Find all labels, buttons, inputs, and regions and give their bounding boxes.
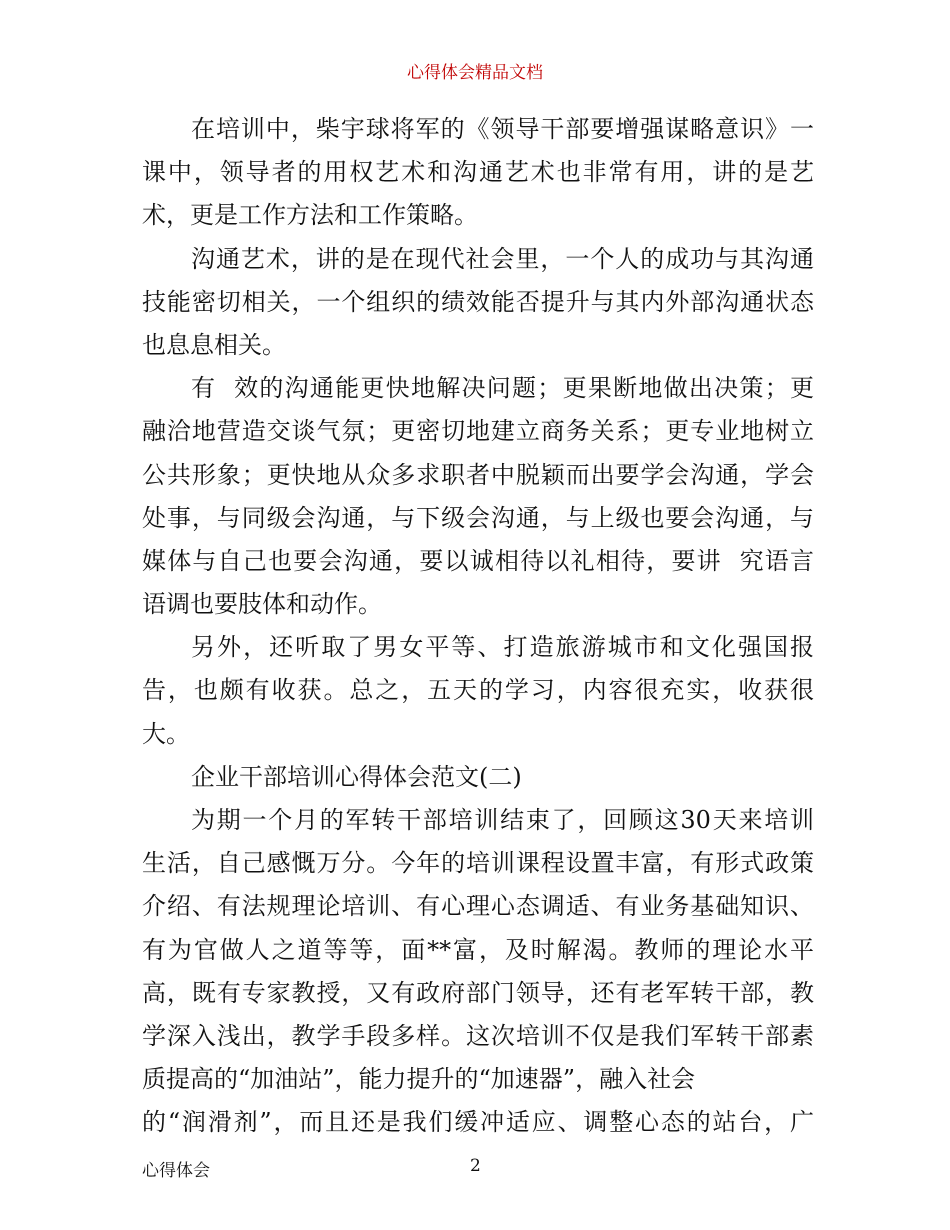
text-line: 另外，还听取了男女平等、打造旅游城市和文化强国报 <box>191 633 814 662</box>
text-line: 的“润滑剂”，而且还是我们缓冲适应、调整心态的站台，广 <box>142 1108 814 1137</box>
text-line: 技能密切相关，一个组织的绩效能否提升与其内外部沟通状态 <box>142 287 814 316</box>
text-line: 高，既有专家教授，又有政府部门领导，还有老军转干部，教 <box>142 978 814 1007</box>
text-line: 沟通艺术，讲的是在现代社会里，一个人的成功与其沟通 <box>191 244 814 273</box>
text-line: 为期一个月的军转干部培训结束了，回顾这30天来培训 <box>191 806 814 834</box>
text-line: 生活，自己感慨万分。今年的培训课程设置丰富，有形式政策 <box>142 849 814 878</box>
text-line: 公共形象；更快地从众多求职者中脱颖而出要学会沟通，学会 <box>142 460 814 489</box>
text-line: 也息息相关。 <box>142 330 286 359</box>
text-line: 有为官做人之道等等，面**富，及时解渴。教师的理论水平 <box>142 935 814 964</box>
text-line: 学深入浅出，教学手段多样。这次培训不仅是我们军转干部素 <box>142 1021 814 1050</box>
text-line: 术，更是工作方法和工作策略。 <box>142 201 478 230</box>
text-line: 融洽地营造交谈气氛；更密切地建立商务关系；更专业地树立 <box>142 417 814 446</box>
page-footer-label: 心得体会 <box>142 1161 210 1181</box>
text-line: 介绍、有法规理论培训、有心理心态调适、有业务基础知识、 <box>142 892 814 921</box>
text-line: 语调也要肢体和动作。 <box>142 590 382 619</box>
text-line: 课中，领导者的用权艺术和沟通艺术也非常有用，讲的是艺 <box>142 158 814 187</box>
page-header-title: 心得体会精品文档 <box>407 63 543 83</box>
document-body <box>142 108 814 1145</box>
text-line: 大。 <box>142 719 190 748</box>
section-heading: 企业干部培训心得体会范文(二) <box>191 762 522 791</box>
page-number: 2 <box>470 1156 481 1176</box>
text-line: 处事，与同级会沟通，与下级会沟通，与上级也要会沟通，与 <box>142 503 814 532</box>
text-line: 媒体与自己也要会沟通，要以诚相待以礼相待，要讲 究语言 <box>142 546 814 575</box>
text-line: 有 效的沟通能更快地解决问题；更果断地做出决策；更 <box>191 374 814 403</box>
text-line: 在培训中，柴宇球将军的《领导干部要增强谋略意识》一 <box>191 115 814 143</box>
text-line: 告，也颇有收获。总之，五天的学习，内容很充实，收获很 <box>142 676 814 705</box>
text-line: 质提高的“加油站”，能力提升的“加速器”，融入社会 <box>142 1065 696 1094</box>
